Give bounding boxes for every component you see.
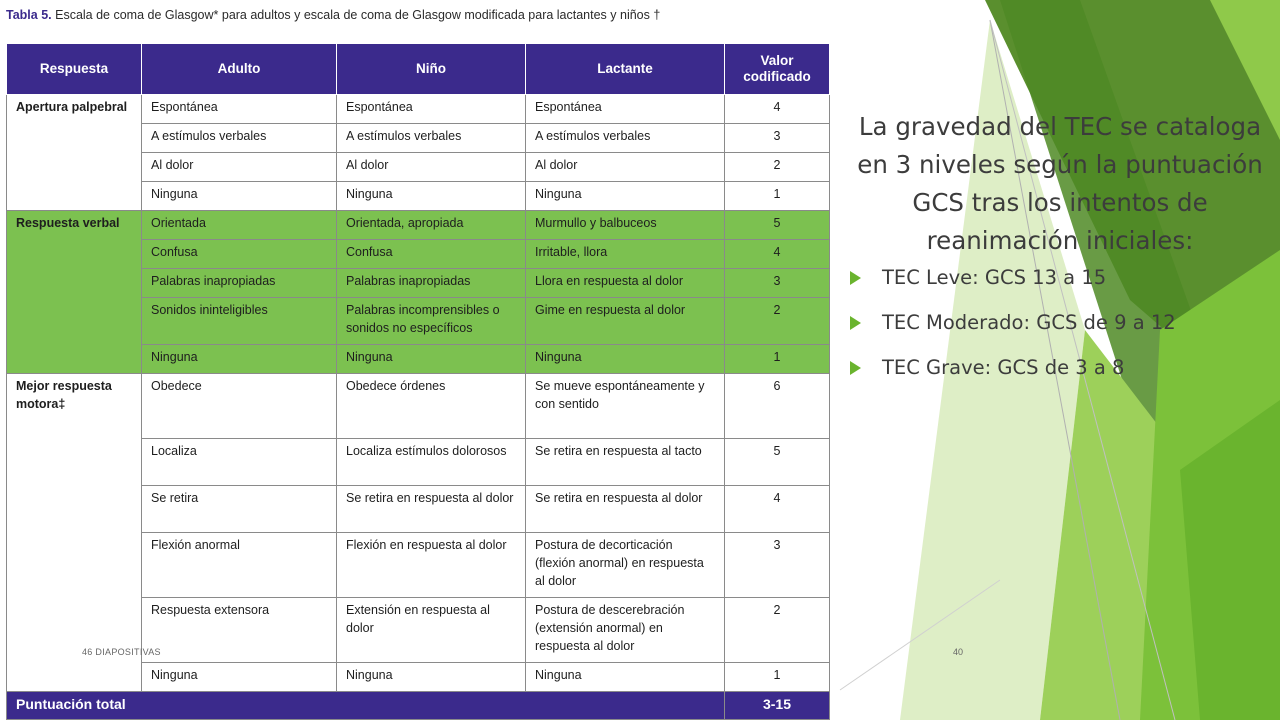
child-cell: Se retira en respuesta al dolor bbox=[337, 486, 526, 533]
infant-cell: Llora en respuesta al dolor bbox=[526, 269, 725, 298]
value-cell: 3 bbox=[725, 533, 830, 598]
slide-footer-text: 46 DIAPOSITIVAS bbox=[82, 647, 161, 657]
adult-cell: Al dolor bbox=[142, 153, 337, 182]
infant-cell: Al dolor bbox=[526, 153, 725, 182]
slide-body bbox=[850, 108, 1270, 401]
col-header-respuesta: Respuesta bbox=[7, 44, 142, 95]
table-row bbox=[7, 374, 830, 439]
infant-cell: Ninguna bbox=[526, 345, 725, 374]
child-cell: Localiza estímulos dolorosos bbox=[337, 439, 526, 486]
adult-cell: Confusa bbox=[142, 240, 337, 269]
adult-cell: Ninguna bbox=[142, 345, 337, 374]
adult-cell: Orientada bbox=[142, 211, 337, 240]
child-cell: Palabras inapropiadas bbox=[337, 269, 526, 298]
table-title-text: Escala de coma de Glasgow* para adultos y escala de coma de Glasgow modificada para lactantes y niños † bbox=[55, 8, 661, 22]
category-cell: Mejor respuesta motora‡ bbox=[7, 374, 142, 692]
child-cell: Confusa bbox=[337, 240, 526, 269]
child-cell: Orientada, apropiada bbox=[337, 211, 526, 240]
infant-cell: Murmullo y balbuceos bbox=[526, 211, 725, 240]
value-cell: 2 bbox=[725, 298, 830, 345]
bullet-text: TEC Leve: GCS 13 a 15 bbox=[882, 266, 1107, 289]
value-cell: 4 bbox=[725, 95, 830, 124]
infant-cell: Espontánea bbox=[526, 95, 725, 124]
child-cell: Obedece órdenes bbox=[337, 374, 526, 439]
child-cell: Ninguna bbox=[337, 663, 526, 692]
infant-cell: Postura de descerebración (extensión anormal) en respuesta al dolor bbox=[526, 598, 725, 663]
value-cell: 2 bbox=[725, 153, 830, 182]
child-cell: A estímulos verbales bbox=[337, 124, 526, 153]
col-header-lactante: Lactante bbox=[526, 44, 725, 95]
child-cell: Extensión en respuesta al dolor bbox=[337, 598, 526, 663]
adult-cell: Se retira bbox=[142, 486, 337, 533]
value-cell: 1 bbox=[725, 663, 830, 692]
table-row bbox=[7, 95, 830, 124]
child-cell: Flexión en respuesta al dolor bbox=[337, 533, 526, 598]
infant-cell: Se retira en respuesta al dolor bbox=[526, 486, 725, 533]
bullet-item bbox=[850, 311, 1270, 335]
child-cell: Espontánea bbox=[337, 95, 526, 124]
infant-cell: Postura de decorticación (flexión anormal) en respuesta al dolor bbox=[526, 533, 725, 598]
bullet-item bbox=[850, 356, 1270, 380]
col-header-valor: Valor codificado bbox=[725, 44, 830, 95]
value-cell: 4 bbox=[725, 240, 830, 269]
total-label: Puntuación total bbox=[7, 692, 725, 720]
adult-cell: Respuesta extensora bbox=[142, 598, 337, 663]
glasgow-coma-scale-table bbox=[6, 43, 830, 720]
table-title-label: Tabla 5. bbox=[6, 8, 52, 22]
value-cell: 1 bbox=[725, 182, 830, 211]
table-row bbox=[7, 211, 830, 240]
value-cell: 5 bbox=[725, 211, 830, 240]
value-cell: 4 bbox=[725, 486, 830, 533]
col-header-nino: Niño bbox=[337, 44, 526, 95]
bullet-text: TEC Moderado: GCS de 9 a 12 bbox=[882, 311, 1176, 334]
adult-cell: Localiza bbox=[142, 439, 337, 486]
total-row bbox=[7, 692, 830, 720]
child-cell: Al dolor bbox=[337, 153, 526, 182]
infant-cell: A estímulos verbales bbox=[526, 124, 725, 153]
value-cell: 3 bbox=[725, 269, 830, 298]
value-cell: 6 bbox=[725, 374, 830, 439]
slide-heading: La gravedad del TEC se cataloga en 3 niveles según la puntuación GCS tras los intentos de reanimación iniciales: bbox=[857, 112, 1263, 255]
adult-cell: A estímulos verbales bbox=[142, 124, 337, 153]
category-cell: Respuesta verbal bbox=[7, 211, 142, 374]
value-cell: 3 bbox=[725, 124, 830, 153]
infant-cell: Irritable, llora bbox=[526, 240, 725, 269]
adult-cell: Obedece bbox=[142, 374, 337, 439]
adult-cell: Palabras inapropiadas bbox=[142, 269, 337, 298]
value-cell: 2 bbox=[725, 598, 830, 663]
infant-cell: Ninguna bbox=[526, 663, 725, 692]
col-header-adulto: Adulto bbox=[142, 44, 337, 95]
child-cell: Ninguna bbox=[337, 182, 526, 211]
adult-cell: Sonidos ininteligibles bbox=[142, 298, 337, 345]
infant-cell: Gime en respuesta al dolor bbox=[526, 298, 725, 345]
total-value: 3-15 bbox=[725, 692, 830, 720]
arrow-bullet-icon bbox=[850, 361, 861, 375]
child-cell: Palabras incomprensibles o sonidos no específicos bbox=[337, 298, 526, 345]
adult-cell: Ninguna bbox=[142, 182, 337, 211]
adult-cell: Flexión anormal bbox=[142, 533, 337, 598]
table-title bbox=[6, 8, 836, 22]
bullet-item bbox=[850, 266, 1270, 290]
category-cell: Apertura palpebral bbox=[7, 95, 142, 211]
child-cell: Ninguna bbox=[337, 345, 526, 374]
infant-cell: Se mueve espontáneamente y con sentido bbox=[526, 374, 725, 439]
adult-cell: Espontánea bbox=[142, 95, 337, 124]
infant-cell: Se retira en respuesta al tacto bbox=[526, 439, 725, 486]
slide-page-number: 40 bbox=[953, 647, 964, 657]
severity-bullet-list bbox=[850, 266, 1270, 380]
bullet-text: TEC Grave: GCS de 3 a 8 bbox=[882, 356, 1125, 379]
value-cell: 5 bbox=[725, 439, 830, 486]
arrow-bullet-icon bbox=[850, 271, 861, 285]
arrow-bullet-icon bbox=[850, 316, 861, 330]
adult-cell: Ninguna bbox=[142, 663, 337, 692]
value-cell: 1 bbox=[725, 345, 830, 374]
infant-cell: Ninguna bbox=[526, 182, 725, 211]
